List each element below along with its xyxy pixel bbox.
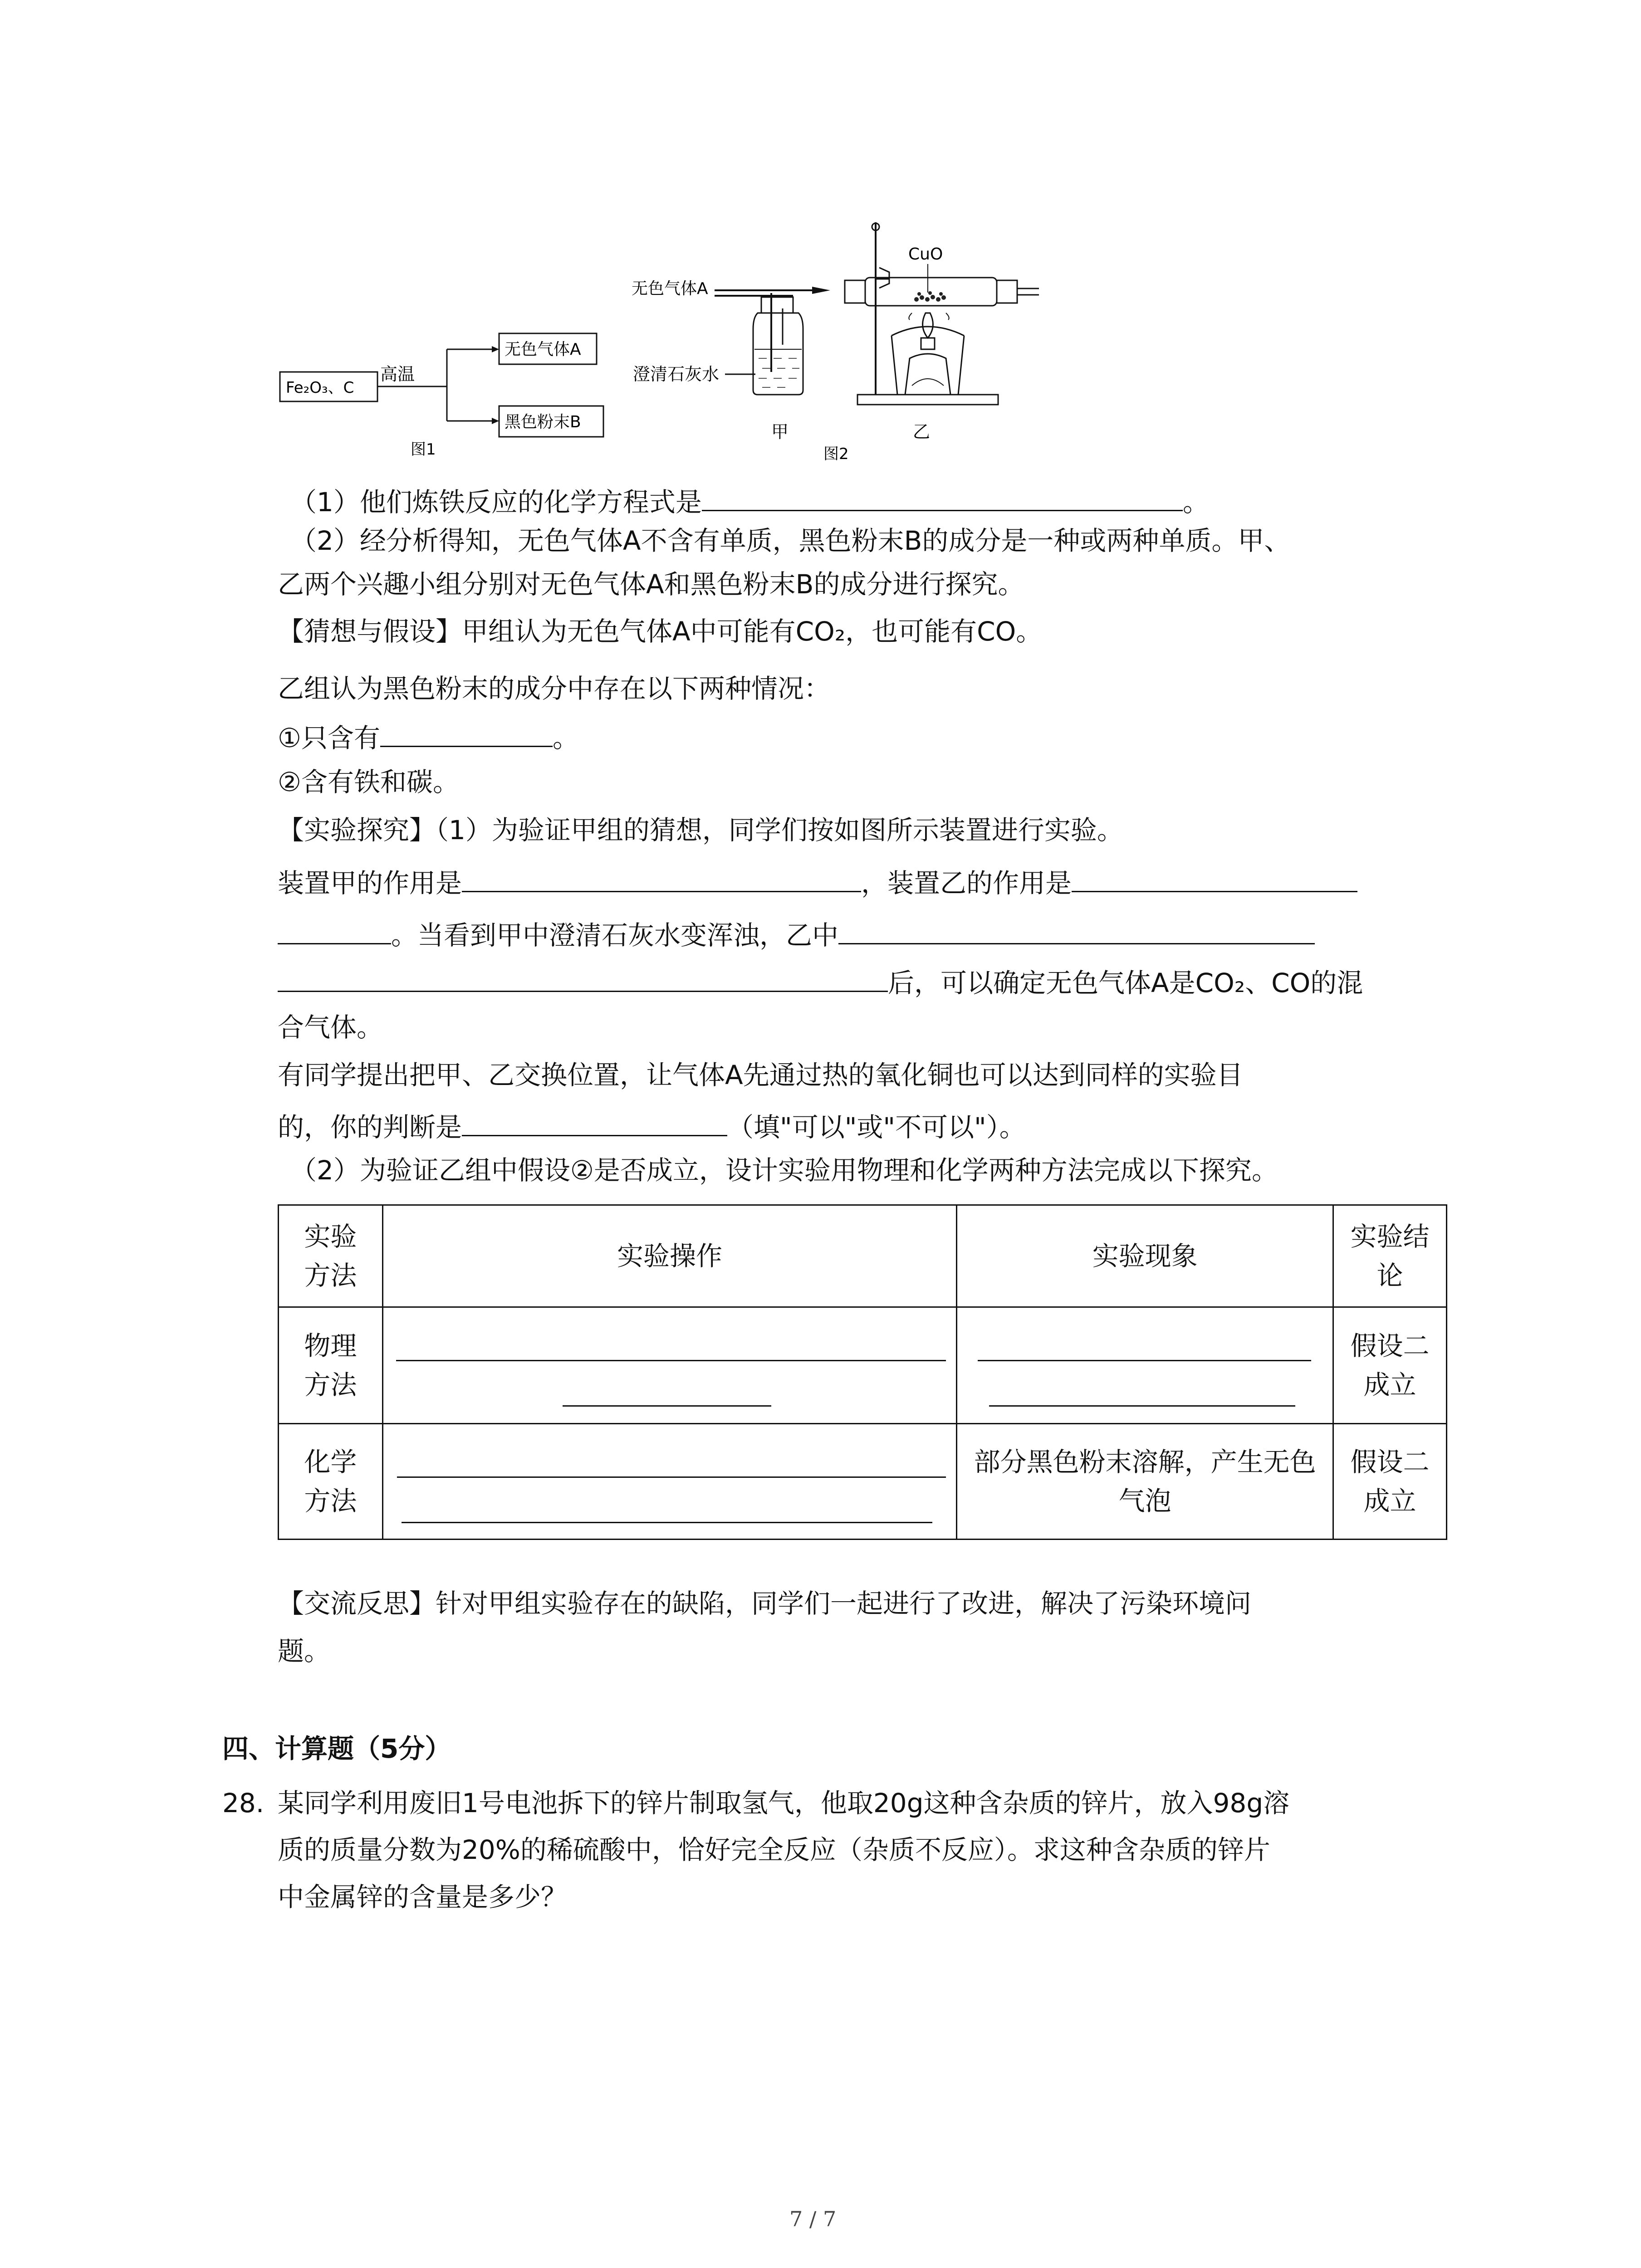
chemical-conclusion-cell: 假设二成立 — [1333, 1424, 1447, 1540]
explore-line-1: 【实验探究】（1）为验证甲组的猜想，同学们按如图所示装置进行实验。 — [278, 815, 1123, 846]
device-jia-blank[interactable] — [462, 862, 861, 892]
figure-1 — [280, 333, 603, 459]
explore-line-5: 合气体。 — [278, 1012, 383, 1043]
physical-operation-cell — [382, 1307, 956, 1424]
physical-phenomenon-blank-1[interactable] — [978, 1360, 1311, 1361]
physical-method-cell: 物理方法 — [279, 1307, 383, 1424]
reflection-line-2: 题。 — [278, 1636, 331, 1667]
section-4-title: 四、计算题（5分） — [222, 1733, 451, 1764]
question-28-line-3: 中金属锌的含量是多少？ — [278, 1882, 568, 1912]
question-28-line-1: 某同学利用废旧1号电池拆下的锌片制取氢气，他取20g这种含杂质的锌片，放入98g溶 — [278, 1788, 1290, 1818]
combustion-tube — [845, 278, 1039, 306]
header-method: 实验方法 — [279, 1205, 383, 1307]
hypothesis-line-2: 乙组认为黑色粉末的成分中存在以下两种情况： — [278, 673, 831, 704]
hypothesis-line-3: ①只含有 。 — [278, 717, 579, 756]
product-a-label: 无色气体A — [505, 340, 581, 359]
judgement-blank[interactable] — [462, 1106, 727, 1136]
jia-label: 甲 — [771, 422, 789, 442]
explore-line-2: 装置甲的作用是 ，装置乙的作用是 — [278, 862, 1357, 901]
figure-1-caption: 图1 — [411, 440, 436, 459]
question-2-line-1: （2）经分析得知，无色气体A不含有单质，黑色粉末B的成分是一种或两种单质。甲、 — [290, 525, 1291, 556]
gas-a-label: 无色气体A — [632, 279, 708, 298]
device-yi-blank[interactable] — [1072, 862, 1357, 892]
figure-2 — [632, 222, 1039, 463]
device-yi-blank-cont[interactable] — [278, 914, 391, 944]
page-number: 7 / 7 — [789, 2207, 837, 2231]
experiment-table — [278, 1204, 1447, 1540]
explore-line-4: 后，可以确定无色气体A是CO₂、CO的混 — [278, 962, 1363, 1001]
chemical-method-cell: 化学方法 — [279, 1424, 383, 1540]
only-contains-blank[interactable] — [380, 717, 553, 747]
phenomenon-blank[interactable] — [838, 914, 1315, 944]
header-operation: 实验操作 — [382, 1205, 956, 1307]
alcohol-lamp — [892, 313, 964, 395]
physical-phenomenon-cell — [957, 1307, 1333, 1424]
chemical-operation-cell — [382, 1424, 956, 1540]
chemical-phenomenon-cell: 部分黑色粉末溶解，产生无色气泡 — [957, 1424, 1333, 1540]
question-28-number: 28. — [222, 1788, 265, 1818]
explore-line-7: 的，你的判断是 （填"可以"或"不可以"）。 — [278, 1106, 1026, 1145]
product-b-label: 黑色粉末B — [505, 413, 581, 431]
explore-line-8: （2）为验证乙组中假设②是否成立，设计实验用物理和化学两种方法完成以下探究。 — [290, 1155, 1278, 1186]
chemical-operation-blank-1[interactable] — [397, 1476, 946, 1478]
header-conclusion: 实验结论 — [1333, 1205, 1447, 1307]
question-1-text: （1）他们炼铁反应的化学方程式是 — [290, 487, 702, 518]
hypothesis-line-1: 【猜想与假设】甲组认为无色气体A中可能有CO₂，也可能有CO。 — [278, 616, 1043, 647]
physical-phenomenon-blank-2[interactable] — [989, 1405, 1295, 1407]
question-28-line-2: 质的质量分数为20%的稀硫酸中，恰好完全反应（杂质不反应）。求这种含杂质的锌片 — [278, 1834, 1270, 1865]
limewater-label: 澄清石灰水 — [633, 364, 720, 384]
question-2-line-2: 乙两个兴趣小组分别对无色气体A和黑色粉末B的成分进行探究。 — [278, 569, 1024, 600]
physical-conclusion-cell: 假设二成立 — [1333, 1307, 1447, 1424]
equation-blank[interactable] — [702, 481, 1183, 511]
reactant-label: Fe₂O₃、C — [286, 379, 354, 397]
hypothesis-line-4: ②含有铁和碳。 — [278, 767, 459, 797]
physical-operation-blank-2[interactable] — [563, 1405, 771, 1407]
question-1: （1）他们炼铁反应的化学方程式是 。 — [290, 481, 1209, 520]
condition-label: 高温 — [380, 364, 415, 384]
header-phenomenon: 实验现象 — [957, 1205, 1333, 1307]
chemical-operation-blank-2[interactable] — [402, 1522, 932, 1523]
reflection-line-1: 【交流反思】针对甲组实验存在的缺陷，同学们一起进行了改进，解决了污染环境问 — [278, 1588, 1252, 1619]
limewater-bottle — [753, 297, 803, 395]
cuo-label: CuO — [908, 245, 943, 264]
yi-label: 乙 — [913, 422, 931, 442]
explore-line-6: 有同学提出把甲、乙交换位置，让气体A先通过热的氧化铜也可以达到同样的实验目 — [278, 1060, 1243, 1090]
figure-apparatus — [0, 0, 1641, 481]
explore-line-3: 。当看到甲中澄清石灰水变浑浊，乙中 — [278, 914, 1315, 953]
physical-operation-blank-1[interactable] — [396, 1360, 946, 1361]
phenomenon-blank-cont[interactable] — [278, 962, 888, 992]
figure-2-caption: 图2 — [823, 445, 849, 463]
